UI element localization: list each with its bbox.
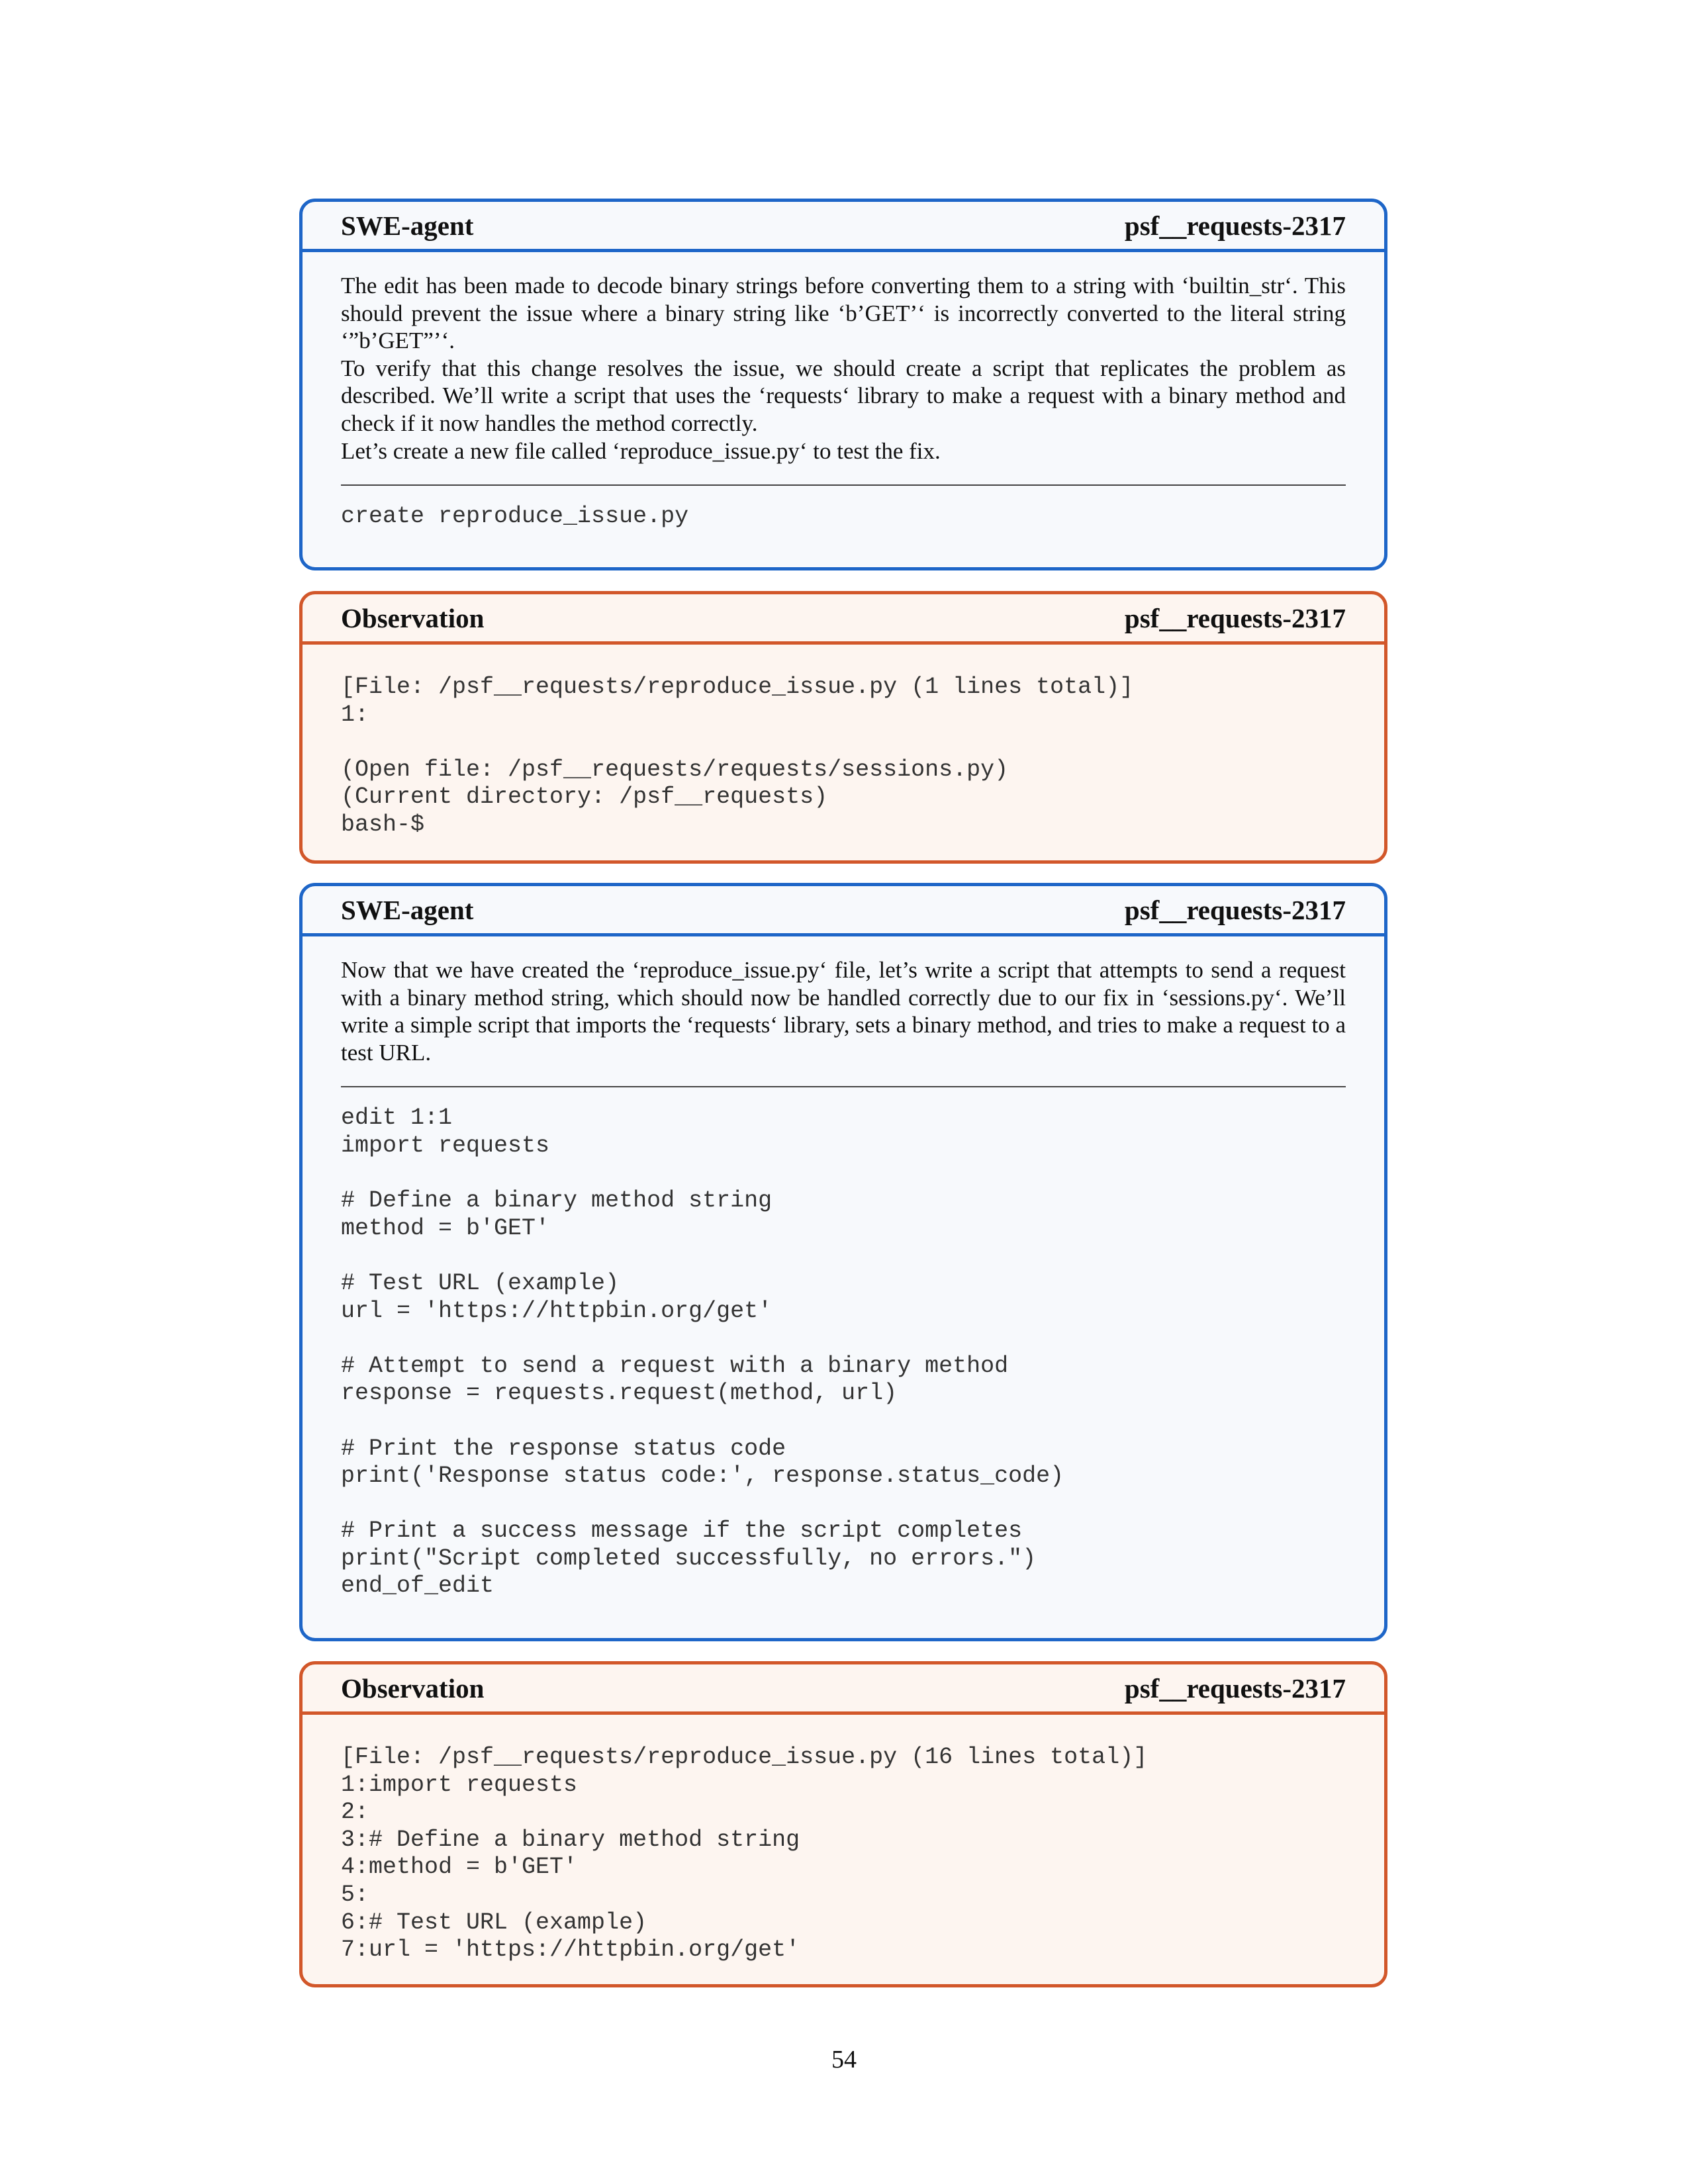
divider — [341, 1086, 1346, 1087]
box-body — [303, 645, 1384, 839]
thought-paragraph: Let’s create a new file called ‘reproduce_issue.py‘ to test the fix. — [341, 437, 941, 464]
box-title: SWE-agent — [341, 894, 474, 925]
agent-action: edit 1:1 import requests # Define a binary method string method = b'GET' # Test URL (example) url = 'https://httpbin.org/get' # Attempt to send a request with a binary method response = requests.request(method, url) # Print the response status code print('Response status code:', response.status_code) # Print a success message if the script completes print("Script completed successfully, no errors.") end_of_edit — [341, 1105, 1064, 1600]
observation-output: [File: /psf__requests/reproduce_issue.py (16 lines total)] 1:import requests 2: 3:# Define a binary method string 4:method = b'GET' 5: 6:# Test URL (example) 7:url = 'https://httpbin.org/get' — [341, 1744, 1148, 1964]
instance-id: psf__requests-2317 — [1124, 602, 1346, 633]
thought-paragraph: Now that we have created the ‘reproduce_issue.py‘ file, let’s write a script that attempts to send a request with a binary method string, which should now be handled correctly due to our fix in ‘sessions.py‘. We’ll write a simple script that imports the ‘requests‘ library, sets a binary method, and tries to make a request to a test URL. — [341, 957, 1346, 1066]
box-body — [303, 252, 1384, 531]
box-header — [303, 594, 1384, 645]
observation-box-2 — [299, 1661, 1387, 1987]
observation-output: [File: /psf__requests/reproduce_issue.py (1 lines total)] 1: (Open file: /psf__requests/requests/sessions.py) (Current directory: /psf__requests) bash-$ — [341, 674, 1134, 838]
box-body — [303, 936, 1384, 1600]
thought-paragraph: The edit has been made to decode binary strings before converting them to a string with ‘builtin_str‘. This should prevent the issue where a binary string like ‘b’GET’‘ is incorrectly converted to the literal string ‘”b’GET”’‘. — [341, 273, 1346, 354]
page-number: 54 — [831, 2046, 857, 2073]
box-header — [303, 1664, 1384, 1715]
box-title: SWE-agent — [341, 210, 474, 241]
divider — [341, 484, 1346, 486]
agent-box-2 — [299, 883, 1387, 1641]
box-title: Observation — [341, 1672, 485, 1704]
thought-paragraph: To verify that this change resolves the issue, we should create a script that replicates the problem as described. We’ll write a script that uses the ‘requests‘ library to make a request with a binary method and check if it now handles the method correctly. — [341, 355, 1346, 436]
agent-thought — [341, 956, 1346, 1066]
agent-action: create reproduce_issue.py — [341, 503, 689, 530]
box-title: Observation — [341, 602, 485, 633]
instance-id: psf__requests-2317 — [1124, 894, 1346, 925]
instance-id: psf__requests-2317 — [1124, 210, 1346, 241]
instance-id: psf__requests-2317 — [1124, 1672, 1346, 1704]
agent-thought — [341, 272, 1346, 465]
box-body — [303, 1715, 1384, 1964]
box-header — [303, 202, 1384, 252]
observation-box-1 — [299, 591, 1387, 864]
agent-box-1 — [299, 199, 1387, 570]
box-header — [303, 886, 1384, 936]
